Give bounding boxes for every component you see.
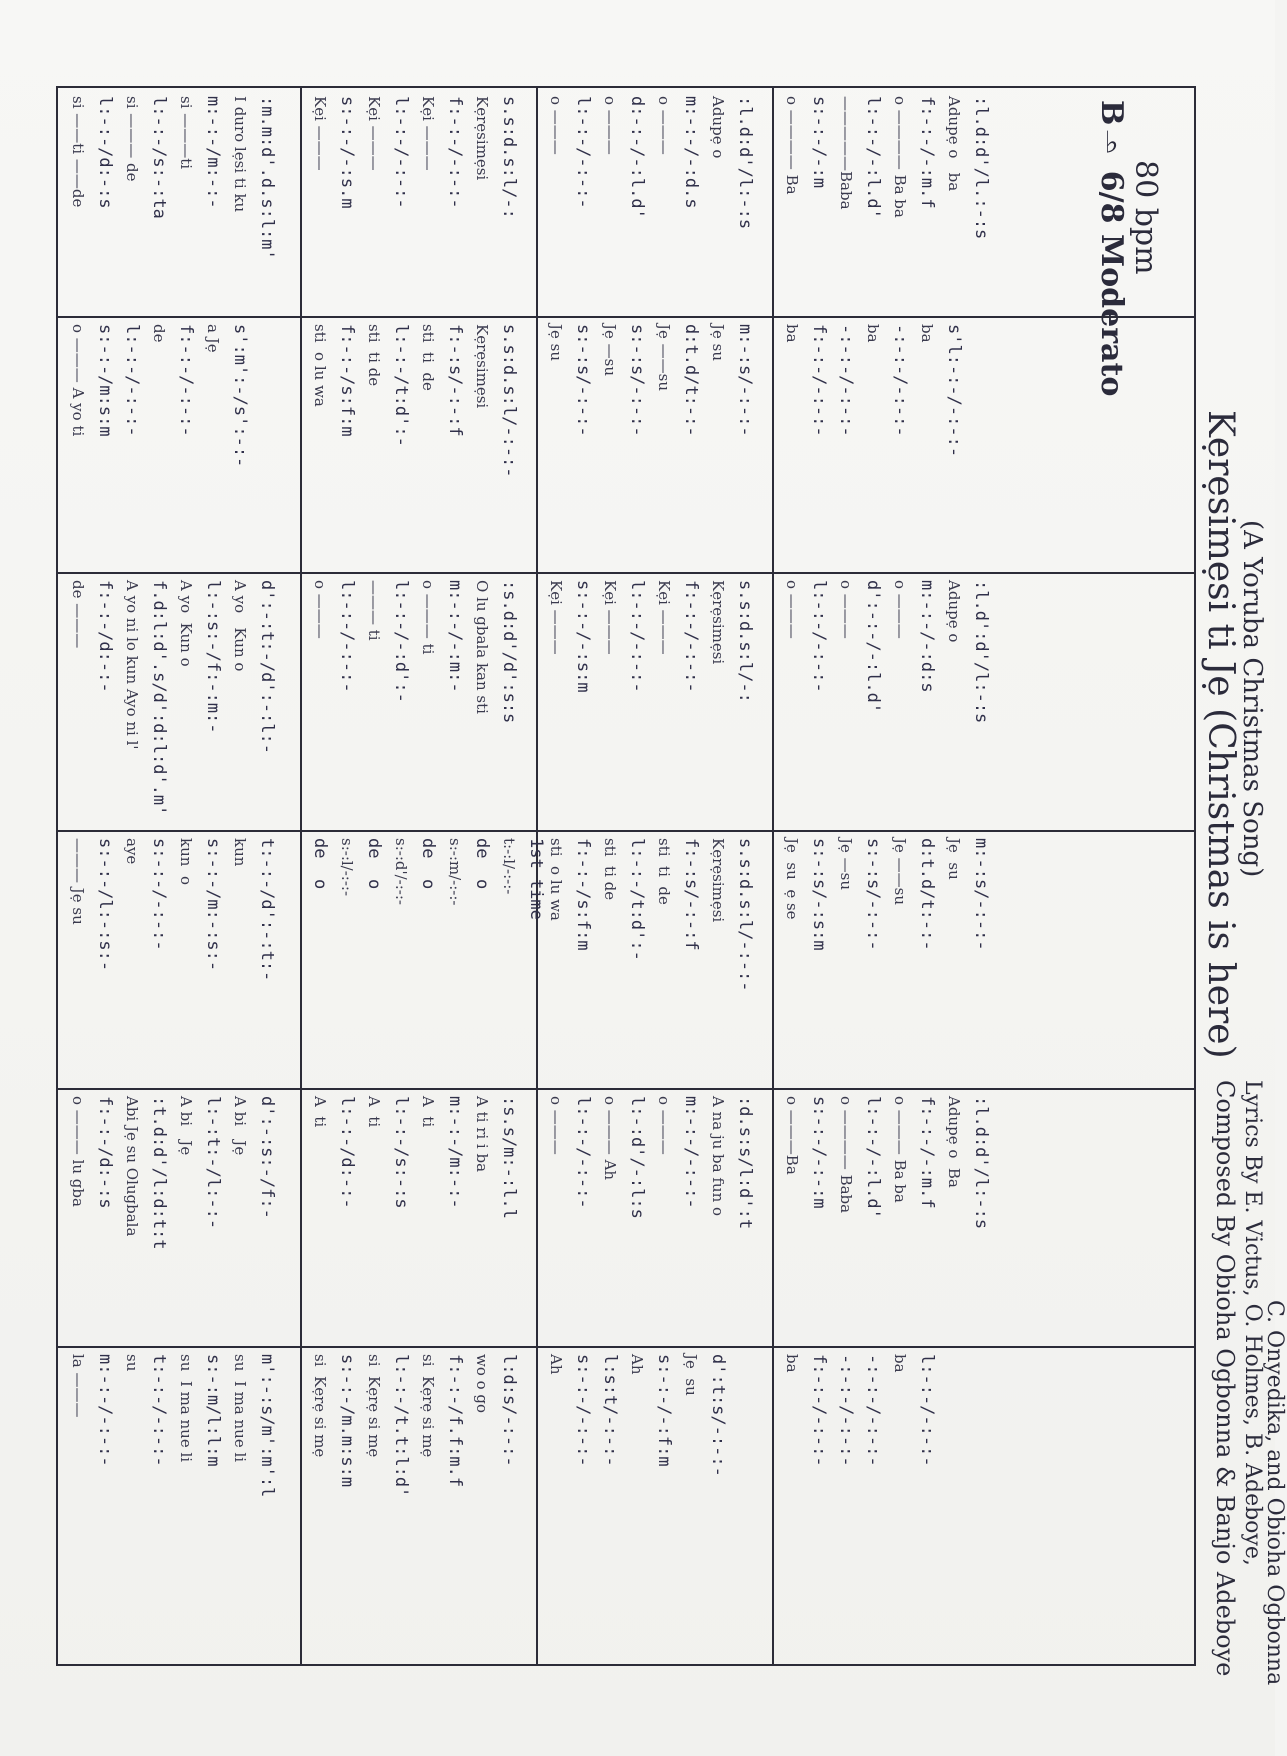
solfa-line: f:-:-/f.f:m.f <box>445 1354 465 1488</box>
solfa-line: -:-:-/-:-:- <box>863 1354 883 1467</box>
solfa-line: s:-:s/-:-:- <box>573 324 593 437</box>
solfa-line: d:-:-/-:l.d' <box>627 96 647 219</box>
lyric-line: Jẹ su ẹ se <box>783 838 801 920</box>
lyric-line: A yo Kun o <box>231 580 249 672</box>
solfa-line: s:-:s/-:-:- <box>863 838 883 951</box>
notation-cell <box>60 1348 298 1662</box>
lyric-line: Kẹi ——— <box>365 96 383 171</box>
solfa-line: l:-:-/d:-:s <box>95 96 115 209</box>
lyric-line: —————Baba <box>837 96 855 210</box>
lyric-line: s:-:d'/-:-:- <box>392 838 410 905</box>
solfa-line: s:-:-/m:-:s:- <box>203 838 223 972</box>
solfa-line: m:-:-/-:-:- <box>681 1096 701 1209</box>
solfa-line: l:-:-/-:-:- <box>337 580 357 693</box>
lyric-line: Kẹrẹsimẹsi <box>473 96 491 181</box>
solfa-line: l:-:d'/-:l:s <box>627 1096 647 1219</box>
solfa-line: l:-:-/d:-:- <box>337 1096 357 1209</box>
notation-cell <box>60 832 298 1086</box>
solfa-line: f:-:-/-:m.f <box>917 96 937 209</box>
solfa-line: f:-:-/-:m.f <box>917 1096 937 1209</box>
solfa-line: s.s:d.s:l/-: <box>735 580 755 703</box>
lyric-line: A yo Kun o <box>177 580 195 667</box>
solfa-line: f:-:s/-:-:f <box>445 324 465 437</box>
solfa-line: s:-:-/l:-:s:- <box>95 838 115 972</box>
solfa-line: t:-:-/-:-:- <box>149 1354 169 1467</box>
lyric-line: Kẹi ——— <box>655 580 673 655</box>
lyric-line: Jẹ su <box>945 838 963 880</box>
composer-credit: Composed By Obioha Ogbonna & Banjo Adeboye <box>1211 1080 1239 1677</box>
solfa-line: f.d:l:d'.s/d':d:l:d'.m' <box>149 580 169 816</box>
solfa-line: :s.s/m:-:l.l <box>499 1096 519 1219</box>
solfa-line: s:-:-/-:-:- <box>573 1354 593 1467</box>
lyric-line: A bi Jẹ <box>231 1096 249 1156</box>
solfa-line: l:-:-/t.t:l:d' <box>391 1354 411 1498</box>
solfa-line: s.s:d.s:l/-: <box>499 96 519 219</box>
lyric-line: kun o <box>177 838 195 885</box>
notation-cell <box>302 1090 534 1344</box>
notation-cell <box>302 574 534 828</box>
solfa-line: d':t:s/-:-:- <box>708 1354 728 1477</box>
lyric-line: si ——ti ——de <box>69 96 87 208</box>
solfa-line: m:-:-/-:m:- <box>445 580 465 693</box>
lyric-line: Abi Jẹ su Olugbala <box>123 1096 141 1237</box>
lyric-line: ba <box>783 324 801 343</box>
solfa-line: f:-:-/s:f:m <box>337 324 357 437</box>
lyric-line: o ——— Ah <box>601 1096 619 1181</box>
lyric-line: sti o lu wa <box>311 324 329 407</box>
solfa-line: -:-:-/-:-:- <box>836 1354 856 1467</box>
lyric-line: ba <box>783 1354 801 1373</box>
lyric-line: o ———— Baba <box>837 1096 855 1214</box>
lyric-line: o ———— Ba <box>783 96 801 195</box>
solfa-line: l:d:s/-:-:- <box>499 1354 519 1467</box>
solfa-line: f:-:-/-:-:- <box>445 96 465 209</box>
lyric-line: si Kẹrẹ si mẹ <box>365 1354 383 1458</box>
lyric-line: si Kẹrẹ si mẹ <box>419 1354 437 1458</box>
notation-cell <box>774 574 1192 828</box>
lyric-line: ——— Jẹ su <box>69 838 87 925</box>
lyric-line: o ——— lu gba <box>69 1096 87 1207</box>
solfa-line: l:-:-/s:-:ta <box>149 96 169 219</box>
solfa-line: :l.d:d'/l.:-:s <box>971 96 991 240</box>
solfa-line: l:-:-/-:l.d' <box>863 96 883 219</box>
solfa-line: de o <box>418 838 438 890</box>
solfa-line: de o <box>364 838 384 890</box>
lyric-line: aye <box>123 838 141 865</box>
lyric-line: A bi Jẹ <box>177 1096 195 1156</box>
lyric-line: sti o lu wa <box>547 838 565 921</box>
lyric-line: o ——— <box>601 96 619 155</box>
notation-cell <box>302 832 546 1086</box>
solfa-line: d':-:t:-/d':-:l:- <box>257 580 277 754</box>
solfa-line: m:-:-/-:d:s <box>917 580 937 693</box>
lyric-line: sti ti de <box>419 324 437 391</box>
lyric-line: sti ti de <box>655 838 673 905</box>
lyric-line: si ———ti <box>177 96 195 170</box>
solfa-line: l:-:-/-:-:- <box>391 96 411 209</box>
solfa-line: -:-:-/-:-:- <box>890 324 910 437</box>
lyric-line: sti ti de <box>365 324 383 387</box>
lyric-line: Adupẹ o <box>945 580 963 643</box>
solfa-line: m:-:-/m:-:- <box>203 96 223 209</box>
solfa-line: l:-:-/s:-:s <box>391 1096 411 1209</box>
lyric-line: s:-:m/-:-:- <box>446 838 464 906</box>
lyric-line: Ah <box>628 1354 646 1375</box>
solfa-line: s.s:d.s:l/-:-:- <box>499 324 519 478</box>
solfa-line: m:-:s/-:-:- <box>735 324 755 437</box>
lyric-line: sti ti de <box>601 838 619 901</box>
lyric-line: O lu gbala kan sti <box>473 580 491 714</box>
lyric-line: o ———Ba <box>783 1096 801 1175</box>
solfa-line: :l.d:d'/l:-:s <box>971 1096 991 1230</box>
lyric-line: si ——— de <box>123 96 141 182</box>
lyric-line: o ——— <box>891 580 909 639</box>
song-title: Kẹrẹsimẹsi ti Jẹ (Christmas is here) <box>1200 410 1241 1059</box>
lyric-line: ba <box>918 324 936 343</box>
lyrics-credit-continued: C. Onyedika, and Obioha Ogbonna <box>1262 1300 1287 1686</box>
lyric-line: A ti <box>311 1096 329 1128</box>
lyric-line: ba <box>864 324 882 343</box>
notation-cell <box>538 90 770 314</box>
notation-cell <box>60 574 298 828</box>
solfa-line: f:-:-/s:f:m <box>573 838 593 951</box>
lyric-line: o ——— A yo ti <box>69 324 87 437</box>
notation-cell <box>302 90 534 314</box>
lyric-line: Adupẹ o <box>709 96 727 159</box>
lyric-line: t:-:l/-:-:- <box>500 838 518 895</box>
solfa-line: l:-:-/t:d':- <box>391 324 411 447</box>
lyric-line: Adupẹ o Ba <box>945 1096 963 1188</box>
solfa-line: s:-:-/-:s.m <box>337 96 357 209</box>
lyric-line: o ——— <box>655 96 673 155</box>
lyric-line: o ——— <box>837 580 855 639</box>
solfa-line: l:-:-/-:-:- <box>573 96 593 209</box>
lyric-line: o ——— Ba ba <box>891 1096 909 1203</box>
solfa-line: m:-:-/-:-:- <box>95 1354 115 1467</box>
solfa-line: l:-:-/-:l.d' <box>863 1096 883 1219</box>
notation-cell <box>774 1348 1192 1662</box>
solfa-line: m:-:-/m:-:- <box>445 1096 465 1209</box>
solfa-line: f:-:-/-:-:- <box>176 324 196 437</box>
lyric-line: Jẹ ——su <box>655 324 673 392</box>
lyric-line: I duro lẹsi ti ku <box>231 96 249 213</box>
lyric-line: Kẹi ——— <box>547 580 565 655</box>
lyric-line: kun <box>231 838 249 867</box>
solfa-line: s':m':-/s':-:- <box>230 324 250 468</box>
solfa-line: m':-:s/m':m':l <box>257 1354 277 1498</box>
notation-cell <box>774 318 1192 570</box>
notation-cell <box>774 90 1192 314</box>
lyric-line: A ti <box>365 1096 383 1128</box>
key-signature: B♭ 6/8 Moderato <box>1094 100 1129 397</box>
lyric-line: o ——— <box>783 580 801 639</box>
song-subtitle: (A Yoruba Christmas Song) <box>1237 520 1267 878</box>
lyric-line: Adupẹ o ba <box>945 96 963 192</box>
lyric-line: su I ma nue li <box>177 1354 195 1463</box>
solfa-line: :s.d:d'/d':s:s <box>499 580 519 724</box>
lyric-line: ——— ti <box>365 580 383 641</box>
notation-grid <box>56 86 1196 1666</box>
solfa-line: l:-:-/-:-:- <box>122 324 142 437</box>
solfa-line: l:-:-/-:-:- <box>573 1096 593 1209</box>
solfa-line: s:-:-/-:f:m <box>654 1354 674 1467</box>
lyric-line: wo o go <box>473 1354 491 1414</box>
solfa-line: l:s:t/-:-:- <box>600 1354 620 1467</box>
notation-cell <box>538 1090 770 1344</box>
solfa-line: d':-:s:-/f:- <box>257 1096 277 1219</box>
tempo-marking: 80 bpm <box>1128 160 1163 275</box>
solfa-line: l:-:-/-:-:- <box>627 580 647 693</box>
solfa-line: :l.d':d'/l:-:s <box>971 580 991 724</box>
solfa-line: s:-:-/m.m:s:m <box>337 1354 357 1488</box>
lyric-line: Jẹ su <box>682 1354 700 1396</box>
notation-cell <box>538 832 770 1086</box>
solfa-line: l:-:-/t:d':- <box>627 838 647 961</box>
lyric-line: Kẹrẹsimẹsi <box>709 838 727 923</box>
solfa-line: f:-:-/-:-:- <box>809 324 829 437</box>
solfa-line: m:-:-/-:d.s <box>681 96 701 209</box>
solfa-line: l:-:s:-/f:-:m:- <box>203 580 223 734</box>
lyric-line: Kẹi ——— <box>311 96 329 171</box>
lyric-line: Ah <box>547 1354 565 1375</box>
lyric-line: su I ma nue li <box>231 1354 249 1463</box>
notation-cell <box>538 1348 770 1662</box>
solfa-line: s:-:s/-:-:- <box>627 324 647 437</box>
lyric-line: Kẹrẹsimẹsi <box>709 580 727 665</box>
solfa-line: s:-:s/-:s:m <box>809 838 829 951</box>
solfa-line: s:-:-/-:m <box>809 96 829 189</box>
notation-cell <box>60 90 298 314</box>
solfa-line: d':-:-/-:l.d' <box>863 580 883 714</box>
lyric-line: a Jẹ <box>204 324 222 353</box>
notation-cell <box>774 832 1192 1086</box>
lyric-line: o ——— ti <box>419 580 437 655</box>
lyric-line: la ——— <box>69 1354 87 1418</box>
solfa-line: f:-:s/-:-:f <box>681 838 701 951</box>
lyric-line: Jẹ —su <box>601 324 619 377</box>
solfa-line: s'l:-:-/-:-:- <box>944 324 964 458</box>
solfa-line: s:-:-/m:s:m <box>95 324 115 437</box>
solfa-line: :l.d:d'/l:-:s <box>735 96 755 230</box>
notation-cell <box>60 1090 298 1344</box>
lyric-line: Jẹ ——su <box>891 838 909 906</box>
notation-cell <box>538 574 770 828</box>
lyric-line: Kẹi ——— <box>601 580 619 655</box>
lyric-line: o ———— Ba ba <box>891 96 909 218</box>
solfa-line: s:-:m/l:l:m <box>203 1354 223 1467</box>
solfa-line: :d.s:s/l:d':t <box>735 1096 755 1230</box>
lyric-line: de <box>150 324 168 343</box>
lyric-line: A na ju ba fun o <box>709 1096 727 1217</box>
lyrics-credit: Lyrics By E. Victus, O. Holmes, B. Adeboye, <box>1240 1080 1265 1566</box>
solfa-line: 1st time <box>526 838 546 920</box>
notation-cell <box>538 318 770 570</box>
lyric-line: A ti ri i ba <box>473 1096 491 1173</box>
solfa-line: l:-:t:-/l:-:- <box>203 1096 223 1230</box>
lyric-line: o ——— <box>655 1096 673 1155</box>
lyric-line: Kẹrẹsimẹsi <box>473 324 491 409</box>
solfa-line: :t.d:d'/l:d:t:t <box>149 1096 169 1250</box>
lyric-line: Jẹ —su <box>837 838 855 891</box>
notation-cell <box>302 1348 534 1662</box>
solfa-line: l:-:-/-:-:- <box>917 1354 937 1467</box>
solfa-line: d:t.d/t:-:- <box>917 838 937 951</box>
solfa-line: s:-:-/-:-:m <box>809 1096 829 1209</box>
lyric-line: ba <box>891 1354 909 1373</box>
lyric-line: A yo ni lo kun Ayo ni l' <box>123 580 141 750</box>
notation-cell <box>60 318 298 570</box>
solfa-line: de o <box>310 838 330 890</box>
solfa-line: f:-:-/-:-:- <box>681 580 701 693</box>
lyric-line: Jẹ su <box>709 324 727 362</box>
solfa-line: f:-:-/d:-:s <box>95 1096 115 1209</box>
solfa-line: t:-:-/d':-:t:- <box>257 838 277 982</box>
lyric-line: s:-:l/-:-:- <box>338 838 356 897</box>
lyric-line: o ——— <box>311 580 329 639</box>
solfa-line: -:-:-/-:-:- <box>836 324 856 437</box>
lyric-line: A ti <box>419 1096 437 1128</box>
solfa-line: f:-:-/d:-:- <box>95 580 115 693</box>
solfa-line: m:-:s/-:-:- <box>971 838 991 951</box>
solfa-line: s:-:-/-:s:m <box>573 580 593 693</box>
lyric-line: Kẹi ——— <box>419 96 437 171</box>
lyric-line: si Kẹrẹ si mẹ <box>311 1354 329 1458</box>
lyric-line: o ——— <box>547 1096 565 1155</box>
solfa-line: s:-:-/-:-:- <box>149 838 169 951</box>
solfa-line: l:-:-/-:d':- <box>391 580 411 703</box>
solfa-line: f:-:-/-:-:- <box>809 1354 829 1467</box>
notation-cell <box>774 1090 1192 1344</box>
lyric-line: o ——— <box>547 96 565 155</box>
notation-cell <box>302 318 534 570</box>
lyric-line: su <box>123 1354 141 1372</box>
lyric-line: Jẹ su <box>547 324 565 362</box>
solfa-line: d:t.d/t:-:- <box>681 324 701 437</box>
solfa-line: l:-:-/-:-:- <box>809 580 829 693</box>
solfa-line: s.s:d.s:l/-:-:- <box>735 838 755 992</box>
solfa-line: :m.m:d'.d.s:l:m' <box>257 96 277 260</box>
lyric-line: de ——— <box>69 580 87 649</box>
solfa-line: de o <box>472 838 492 890</box>
